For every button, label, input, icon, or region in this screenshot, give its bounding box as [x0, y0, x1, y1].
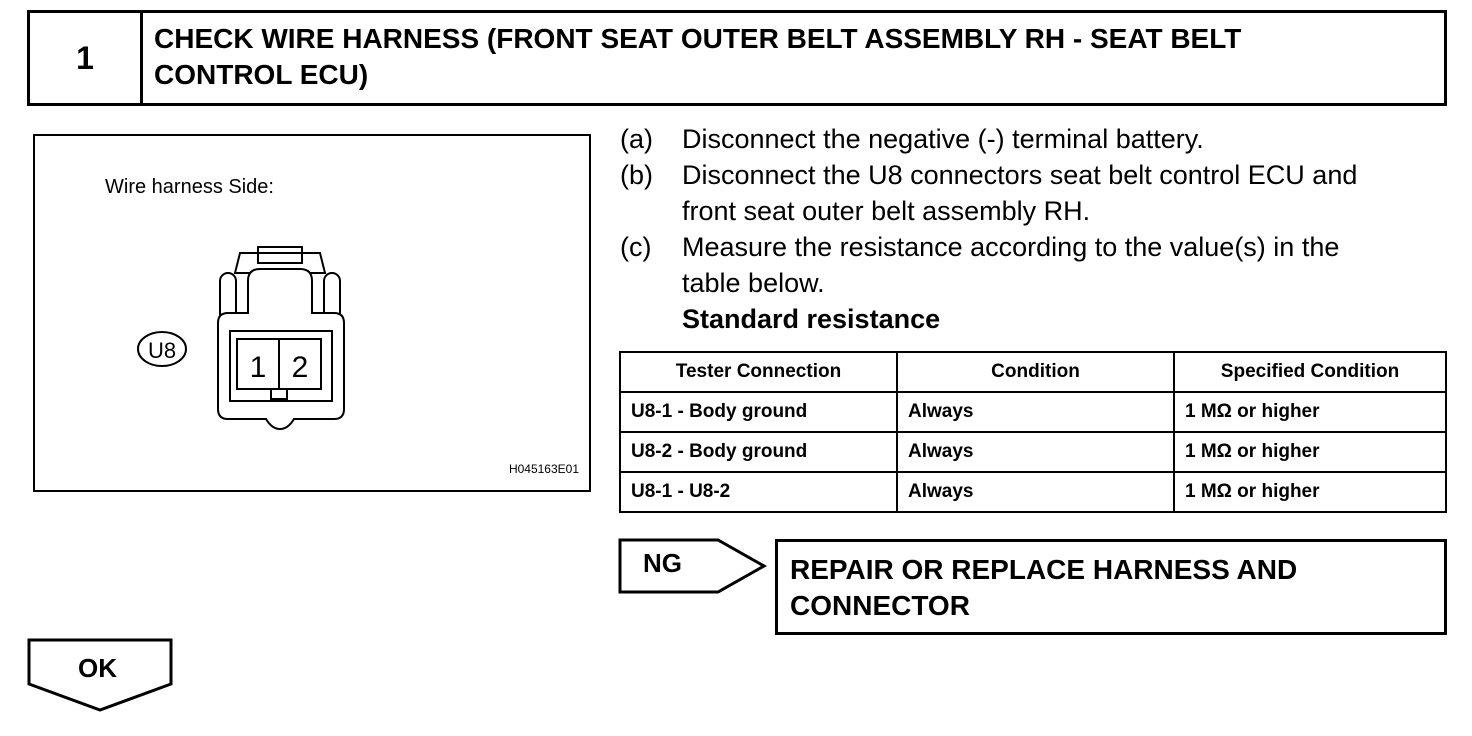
- ng-action-line1: REPAIR OR REPLACE HARNESS AND: [790, 554, 1298, 585]
- table-cell: U8-1 - U8-2: [620, 472, 897, 512]
- step-number: 1: [30, 13, 143, 103]
- pin-2-label: 2: [291, 351, 309, 384]
- ng-action-line2: CONNECTOR: [790, 590, 970, 621]
- step-title-line1: CHECK WIRE HARNESS (FRONT SEAT OUTER BELT ASSEMBLY RH - SEAT BELT: [154, 23, 1242, 54]
- ok-label: OK: [78, 653, 117, 683]
- table-header-row: [620, 352, 1446, 392]
- table-cell: 1 MΩ or higher: [1174, 432, 1446, 472]
- table-cell: Always: [897, 392, 1174, 432]
- ng-label: NG: [643, 548, 682, 578]
- step-header: [27, 10, 1447, 106]
- table-cell: U8-2 - Body ground: [620, 432, 897, 472]
- table-cell: Always: [897, 472, 1174, 512]
- step-title: [154, 21, 1354, 93]
- instruction-c-letter: (c): [620, 232, 652, 262]
- illustration-code: H045163E01: [508, 462, 579, 476]
- column-header-condition: Condition: [897, 352, 1174, 392]
- standard-resistance-label: Standard resistance: [682, 304, 941, 334]
- instruction-c-line2: table below.: [682, 268, 825, 298]
- instruction-a-letter: (a): [620, 124, 653, 154]
- connector-id-label: U8: [147, 338, 177, 363]
- instruction-b-letter: (b): [620, 160, 653, 190]
- instruction-c-line1: Measure the resistance according to the value(s) in the: [682, 232, 1340, 262]
- top-lock-tab: [258, 247, 302, 263]
- table-row: [620, 432, 1446, 472]
- ng-arrow-icon: [618, 538, 768, 594]
- ng-action-text: [790, 552, 1297, 624]
- column-header-tester-connection: Tester Connection: [620, 352, 897, 392]
- resistance-table: [619, 351, 1447, 513]
- column-header-specified-condition: Specified Condition: [1174, 352, 1446, 392]
- table-cell: 1 MΩ or higher: [1174, 472, 1446, 512]
- connector-key: [271, 389, 287, 399]
- connector-diagram: [130, 241, 390, 471]
- table-cell: U8-1 - Body ground: [620, 392, 897, 432]
- instruction-b-line2: front seat outer belt assembly RH.: [682, 196, 1091, 226]
- table-cell: 1 MΩ or higher: [1174, 392, 1446, 432]
- pin-1-label: 1: [249, 351, 267, 384]
- step-title-line2: CONTROL ECU): [154, 59, 369, 90]
- figure-caption: Wire harness Side:: [105, 176, 274, 198]
- ng-action-box: [775, 539, 1447, 635]
- table-cell: Always: [897, 432, 1174, 472]
- instruction-a-text: Disconnect the negative (-) terminal battery.: [682, 124, 1204, 154]
- table-row: [620, 392, 1446, 432]
- table-row: [620, 472, 1446, 512]
- instruction-b-line1: Disconnect the U8 connectors seat belt control ECU and: [682, 160, 1358, 190]
- connector-figure: [33, 134, 591, 492]
